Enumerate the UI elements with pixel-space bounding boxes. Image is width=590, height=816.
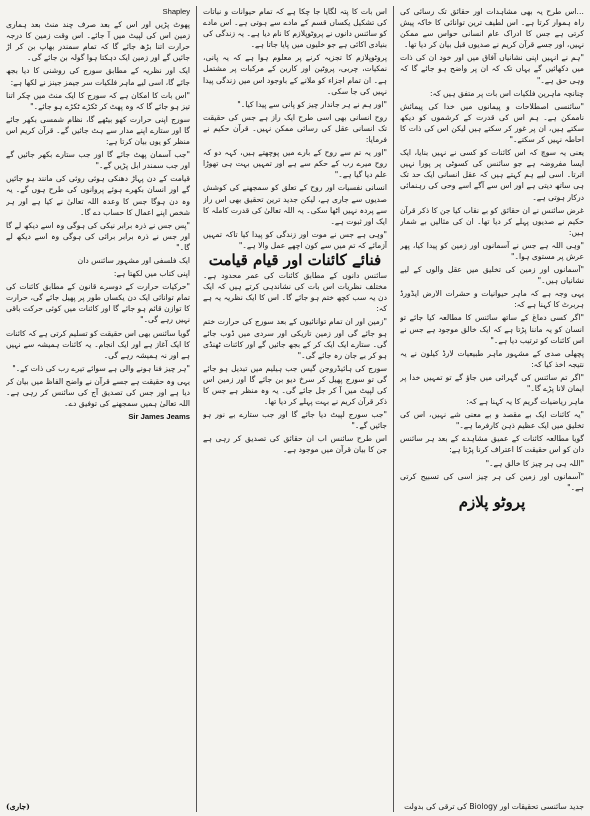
column-1 <box>400 6 584 812</box>
paragraph: "سائنسی اصطلاحات و پیمانوں میں خدا کی پیمائش ناممکن ہے۔ ہم اس کی قدرت کے کرشموں کو دیکھ سکتے ہیں، ان پر غور کر سکتے ہیں لیکن اس کی ذات کا احاطہ نہیں کر سکتے۔" <box>400 101 584 145</box>
paragraph: ماہر ریاضیات گریم کا یہ کہنا ہے کہ: <box>466 397 584 407</box>
paragraph: "ہم نے انہیں اپنی نشانیاں آفاق میں اور خود ان کی ذات میں دکھائیں گے یہاں تک کہ ان پر واضح ہو جائے گا کہ وہی حق ہے۔" <box>400 53 584 85</box>
column-divider <box>393 6 394 812</box>
paragraph: گویا مطالعہ کائنات کے عمیق مشاہدے کے بعد ہر سائنس دان کو اس حقیقت کا اعتراف کرنا پڑتا ہے: <box>400 434 584 455</box>
paragraph: "اگر تم سائنس کی گہرائی میں جاؤ گے تو تمہیں خدا پر ایمان لانا پڑے گا۔" <box>400 372 584 393</box>
paragraph: "اور ہم نے ہر جاندار چیز کو پانی سے پیدا کیا۔" <box>237 99 387 109</box>
paragraph: چنانچہ ماہرین فلکیات اس بات پر متفق ہیں کہ: <box>429 88 584 98</box>
paragraph: اس طرح سائنس اب ان حقائق کی تصدیق کر رہی ہے جن کا بیان قرآن میں موجود ہے۔ <box>203 434 387 455</box>
paragraph: "پس جس نے ذرہ برابر نیکی کی ہوگی وہ اسے دیکھ لے گا اور جس نے ذرہ برابر برائی کی ہوگی وہ اسے دیکھ لے گا۔" <box>6 220 190 252</box>
paragraph: "اگر کسی دماغ کے ساتھ سائنس کا مطالعہ کیا جائے تو انسان کو یہ ماننا پڑتا ہے کہ ایک خالق موجود ہے جس نے اس کائنات کو ترتیب دیا ہے۔" <box>400 313 584 345</box>
paragraph: "آسمانوں اور زمین کی تخلیق میں عقل والوں کے لیے نشانیاں ہیں۔" <box>400 265 584 286</box>
paragraph: "ہر چیز فنا ہونے والی ہے سوائے تیرے رب کی ذات کے۔" <box>12 363 190 373</box>
paragraph: یہی وہ حقیقت ہے جسے قرآن نے واضح الفاظ میں بیان کر دیا ہے اور جس کی تصدیق آج کی سائنس کر رہی ہے۔ اللہ تعالیٰ ہمیں سمجھنے کی توفیق دے۔ <box>6 376 190 409</box>
paragraph: "وہی ہے جس نے موت اور زندگی کو پیدا کیا تاکہ تمہیں آزمائے کہ تم میں سے کون اچھے عمل والا ہے۔" <box>203 229 387 250</box>
paragraph: سورج اپنی حرارت کھو بیٹھے گا، نظام شمسی بکھر جائے گا اور ستارے اپنے مدار سے ہٹ جائیں گے۔ قرآن کریم اس منظر کو یوں بیان کرتا ہے: <box>6 114 190 147</box>
paragraph: پچھلی صدی کے مشہور ماہر طبیعیات لارڈ کیلون نے یہ نتیجہ اخذ کیا کہ: <box>400 348 584 369</box>
paragraph: "حرکیات حرارت کے دوسرے قانون کے مطابق کائنات کی تمام توانائی ایک دن یکساں طور پر پھیل جائے گی، حرارت کا توازن قائم ہو جائے گا اور کائنات میں کوئی حرکت باقی نہیں رہے گی۔" <box>6 282 190 325</box>
paragraph: اس بات کا پتہ لگایا جا چکا ہے کہ تمام حیوانات و نباتات کی تشکیل یکساں قسم کے مادے سے ہوتی ہے۔ اس مادے کو سائنس دانوں نے پروٹوپلازم کا نام دیا ہے۔ یہ زندگی کی بنیادی اکائی ہے جو خلیوں میں پایا جاتا ہے۔ <box>203 7 387 50</box>
paragraph: اپنی کتاب میں لکھتا ہے: <box>113 269 190 279</box>
column-1-footer: جدید سائنسی تحقیقات اور Biology کی ترقی کی بدولت <box>404 802 584 811</box>
column-2-bottom-paragraphs <box>203 270 387 456</box>
paragraph: روح انسانی بھی اسی طرح ایک راز ہے جس کی حقیقت تک انسانی عقل کی رسائی ممکن نہیں۔ قرآن حکیم نے فرمایا: <box>203 112 387 145</box>
column-2 <box>203 6 387 812</box>
column-1-paragraphs <box>400 6 584 493</box>
paragraph: سورج کی ہائیڈروجن گیس جب ہیلیم میں تبدیل ہو جائے گی تو سورج پھیل کر سرخ دیو بن جائے گا اور زمین اس کی لپیٹ میں آ کر جل جائے گی۔ یہ وہ منظر ہے جس کا ذکر قرآن کریم نے بہت پہلے کر دیا تھا۔ <box>203 363 387 407</box>
paragraph: "زمین اور ان تمام توانائیوں کے بعد سورج کی حرارت ختم ہو جائے گی اور زمین تاریکی اور سردی میں ڈوب جائے گی۔ ستارے ایک ایک کر کے بجھ جائیں گے اور کائنات ٹھنڈی ہو کر بے جان رہ جائے گی۔" <box>203 317 387 360</box>
paragraph: یہی وجہ ہے کہ ماہر حیوانیات و حشرات الارض ایڈورڈ ہربرٹ کا کہنا ہے کہ: <box>400 289 584 310</box>
continued-marker: (جاری) <box>6 802 30 811</box>
paragraph: پروٹوپلازم کا تجزیہ کرنے پر معلوم ہوا ہے کہ یہ پانی، نمکیات، چربی، پروٹین اور کاربن کے مرکبات پر مشتمل ہے۔ ان تمام اجزاء کو ملانے کے باوجود اس میں زندگی پیدا نہیں کی جا سکی۔ <box>203 53 387 96</box>
paragraph: "وہی اللہ ہے جس نے آسمانوں اور زمین کو پیدا کیا، پھر عرش پر مستوی ہوا۔" <box>400 240 584 261</box>
paragraph: "آسمانوں اور زمین کی ہر چیز اسی کی تسبیح کرتی ہے۔" <box>400 471 584 492</box>
paragraph: ایک اور نظریہ کے مطابق سورج کی روشنی کا دیا بجھ جائے گا، اسی لیے ماہر فلکیات سر جیمز جینز نے لکھا ہے: <box>6 66 190 87</box>
paragraph: یعنی یہ سوچ کہ اس کائنات کو کسی نے نہیں بنایا، ایک ایسا مفروضہ ہے جو سائنس کی کسوٹی پر پورا نہیں اترتا۔ اسی لیے ہم کہتے ہیں کہ عقل انسانی ایک حد تک ہی ساتھ دیتی ہے اور اس سے آگے اسے وحی کی رہنمائی درکار ہوتی ہے۔ <box>400 148 584 202</box>
section-heading-protoplasm: پروٹو پلازم <box>458 492 526 511</box>
paragraph: سائنس دانوں کے مطابق کائنات کی عمر محدود ہے۔ مختلف نظریات اس بات کی نشاندہی کرتے ہیں کہ ایک دن یہ سب کچھ ختم ہو جائے گا۔ اس کا ایک نظریہ یہ ہے کہ: <box>203 271 387 314</box>
paragraph: "جب سورج لپیٹ دیا جائے گا اور جب ستارے بے نور ہو جائیں گے۔" <box>203 410 387 431</box>
section-heading-end-of-universe: فنائے کائنات اور قیام قیامت <box>208 250 382 269</box>
column-3 <box>6 6 190 812</box>
paragraph: "یہ کائنات ایک بے مقصد و بے معنی شے نہیں، اس کی تخلیق میں ایک عظیم ذہن کارفرما ہے۔" <box>400 410 584 431</box>
paragraph: غرض سائنس نے ان حقائق کو بے نقاب کیا جن کا ذکر قرآن حکیم نے صدیوں پہلے کر دیا تھا۔ ان کی مثالیں بے شمار ہیں: <box>400 205 584 237</box>
paragraph: قیامت کے دن پہاڑ دھنکی ہوئی روئی کی مانند ہو جائیں گے اور انسان بکھرے ہوئے پروانوں کی طرح ہوں گے۔ یہ وہ دن ہوگا جس کا وعدہ اللہ تعالیٰ نے کیا ہے اور ہر شخص اپنے اعمال کا حساب دے گا۔ <box>6 174 190 217</box>
paragraph: گویا سائنس بھی اس حقیقت کو تسلیم کرتی ہے کہ کائنات کا ایک آغاز ہے اور ایک انجام۔ یہ کائنات ہمیشہ سے نہیں ہے اور نہ ہمیشہ رہے گی۔ <box>6 328 190 360</box>
paragraph: …اس طرح یہ بھی مشاہدات اور حقائق تک رسائی کی راہ ہموار کرتا ہے۔ اس لطیف ترین توانائی کا خاکہ پیش کرتی ہے جس کا ادراک عام انسانی حواس سے ممکن نہیں، اور جسے قرآن کریم نے صدیوں قبل بیان کر دیا تھا۔ <box>400 7 584 50</box>
column-2-top-paragraphs <box>203 6 387 251</box>
text-columns <box>6 6 584 812</box>
reference-shapley: Shapley <box>162 7 190 16</box>
column-3-paragraphs <box>6 19 190 409</box>
paragraph: پھوٹ پڑیں اور اس کے بعد صرف چند منٹ بعد ہماری زمین اس کی لپیٹ میں آ جائے۔ اس وقت زمین کا درجہ حرارت اتنا بڑھ جائے گا کہ تمام سمندر بھاپ بن کر اڑ جائیں گے اور زمین ایک دہکتا ہوا گولہ بن جائے گی۔ <box>6 20 190 63</box>
reference-jeans: Sir James Jeams <box>128 412 190 422</box>
column-divider <box>196 6 197 812</box>
paragraph: "اور یہ تم سے روح کے بارے میں پوچھتے ہیں، کہہ دو کہ روح میرے رب کے حکم سے ہے اور تمہیں بہت ہی تھوڑا علم دیا گیا ہے۔" <box>203 148 387 180</box>
paragraph: "اس بات کا امکان ہے کہ سورج کا ایک منٹ میں چکر اتنا تیز ہو جائے گا کہ وہ پھٹ کر ٹکڑے ٹکڑے ہو جائے۔" <box>6 90 190 111</box>
paragraph: ایک فلسفی اور مشہور سائنس دان <box>77 255 190 265</box>
paragraph: "اللہ ہی ہر چیز کا خالق ہے۔" <box>485 458 584 468</box>
paragraph: "جب آسمان پھٹ جائے گا اور جب ستارے بکھر جائیں گے اور جب سمندر ابل پڑیں گے۔" <box>6 150 190 171</box>
paragraph: انسانی نفسیات اور روح کے تعلق کو سمجھنے کی کوشش صدیوں سے جاری ہے، لیکن جدید ترین تحقیق بھی اس راز سے پردہ نہیں اٹھا سکی۔ یہ اللہ تعالیٰ کی قدرت کاملہ کا ایک اور ثبوت ہے۔ <box>203 183 387 226</box>
